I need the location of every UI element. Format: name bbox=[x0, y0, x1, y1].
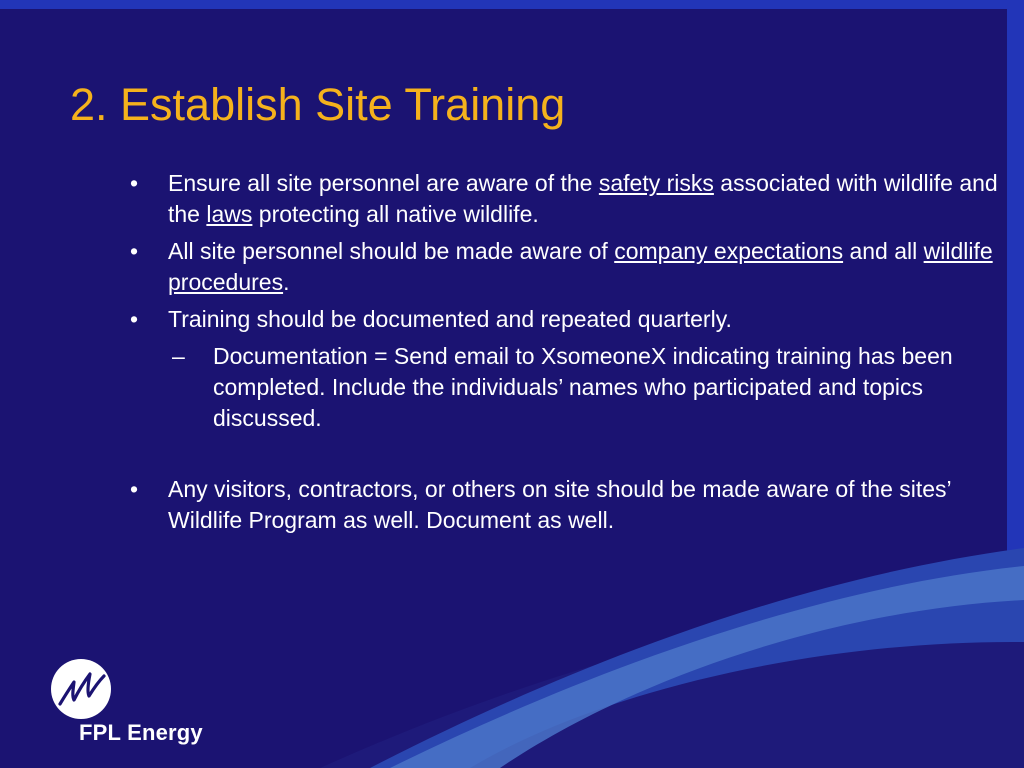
bullet-text: Any visitors, contractors, or others on site should be made aware of the sites’ Wildlife Program as well. Document as well. bbox=[168, 476, 951, 533]
bullet-list bbox=[126, 168, 1006, 542]
fpl-energy-logo-text: FPL Energy bbox=[79, 720, 203, 745]
fpl-sun-logo-icon bbox=[46, 658, 116, 720]
slide-title: 2. Establish Site Training bbox=[70, 79, 566, 130]
bullet-marker: • bbox=[130, 238, 139, 264]
company-expectations-link[interactable]: company expectations bbox=[614, 238, 844, 264]
bullet-item bbox=[126, 474, 1006, 536]
bullet-marker: • bbox=[130, 306, 139, 332]
sub-bullet-marker: – bbox=[172, 343, 185, 369]
safety-risks-link[interactable]: safety risks bbox=[598, 170, 714, 196]
bullet-text: Training should be documented and repeated quarterly. bbox=[168, 306, 732, 332]
bullet-marker: • bbox=[130, 476, 139, 502]
bullet-item: • Ensure all site personnel are aware of the safety risks associated with wildlife and the laws protecting all native wildlife. bbox=[130, 170, 998, 227]
bullet-text: Documentation = Send email to XsomeoneX indicating training has been completed. Include the individuals’ names who participated and topics discussed. bbox=[213, 343, 953, 431]
bullet-item bbox=[126, 304, 1006, 335]
wildlife-procedures-link[interactable]: wildlife procedures bbox=[168, 238, 993, 295]
bullet-item: • All site personnel should be made aware of company expectations and all wildlife procedures. bbox=[130, 238, 993, 295]
laws-link[interactable]: laws bbox=[206, 201, 253, 227]
bullet-marker: • bbox=[130, 170, 139, 196]
sub-bullet-item bbox=[126, 341, 1006, 434]
